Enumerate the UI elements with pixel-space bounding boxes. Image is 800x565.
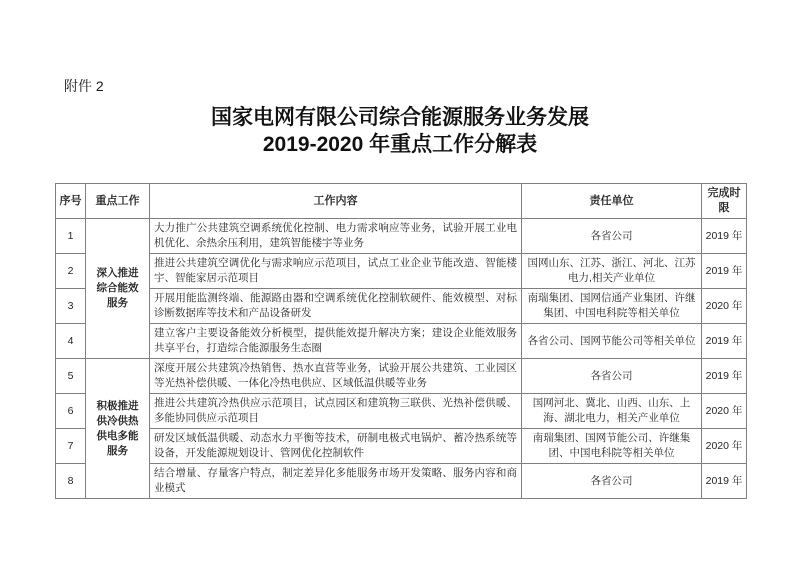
table-row [56, 219, 747, 254]
deadline: 2019 年 [702, 324, 747, 359]
responsible-unit: 各省公司、国网节能公司等相关单位 [522, 324, 702, 359]
row-number: 5 [56, 359, 86, 394]
header-serial-number: 序号 [56, 184, 86, 219]
work-content: 推进公共建筑冷热供应示范项目，试点园区和建筑物三联供、光热补偿供暖、多能协同供应示范项目 [150, 394, 522, 429]
work-content: 推进公共建筑空调优化与需求响应示范项目，试点工业企业节能改造、智能楼宇、智能家居示范项目 [150, 254, 522, 289]
document-title [0, 104, 800, 158]
title-line-1: 国家电网有限公司综合能源服务业务发展 [211, 106, 589, 129]
header-key-work: 重点工作 [86, 184, 150, 219]
work-content: 建立客户主要设备能效分析模型，提供能效提升解决方案；建设企业能效服务共享平台，打造综合能源服务生态圈 [150, 324, 522, 359]
responsible-unit: 国网山东、江苏、浙江、河北、江苏电力,相关产业单位 [522, 254, 702, 289]
table-row [56, 324, 747, 359]
deadline: 2020 年 [702, 289, 747, 324]
table-header-row [56, 184, 747, 219]
header-deadline: 完成时限 [702, 184, 747, 219]
deadline: 2019 年 [702, 254, 747, 289]
responsible-unit: 各省公司 [522, 359, 702, 394]
deadline: 2020 年 [702, 394, 747, 429]
header-responsible-unit: 责任单位 [522, 184, 702, 219]
row-number: 7 [56, 429, 86, 464]
work-content: 开展用能监测终端、能源路由器和空调系统优化控制软硬件、能效模型、对标诊断数据库等技术和产品设备研发 [150, 289, 522, 324]
table-row [56, 359, 747, 394]
table-row [56, 289, 747, 324]
responsible-unit: 南瑞集团、国网信通产业集团、许继集团、中国电科院等相关单位 [522, 289, 702, 324]
responsible-unit: 国网河北、冀北、山西、山东、上海、湖北电力，相关产业单位 [522, 394, 702, 429]
deadline: 2020 年 [702, 429, 747, 464]
title-line-2: 2019-2020 年重点工作分解表 [262, 133, 538, 156]
row-number: 6 [56, 394, 86, 429]
deadline: 2019 年 [702, 464, 747, 499]
responsible-unit: 南瑞集团、国网节能公司、许继集团、中国电科院等相关单位 [522, 429, 702, 464]
table-row [56, 429, 747, 464]
row-number: 4 [56, 324, 86, 359]
row-number: 3 [56, 289, 86, 324]
work-content: 研发区域低温供暖、动态水力平衡等技术，研制电极式电锅炉、蓄冷热系统等设备，开发能源规划设计、管网优化控制软件 [150, 429, 522, 464]
table-row [56, 394, 747, 429]
row-number: 8 [56, 464, 86, 499]
attachment-label: 附件 2 [64, 78, 104, 94]
group-label-comprehensive-efficiency: 深入推进综合能效服务 [86, 219, 150, 359]
table-row [56, 464, 747, 499]
responsible-unit: 各省公司 [522, 464, 702, 499]
row-number: 2 [56, 254, 86, 289]
work-content: 大力推广公共建筑空调系统优化控制、电力需求响应等业务，试验开展工业电机优化、余热余压利用，建筑智能楼宇等业务 [150, 219, 522, 254]
key-work-breakdown-table [55, 183, 747, 499]
table-row [56, 254, 747, 289]
deadline: 2019 年 [702, 359, 747, 394]
group-label-multi-energy-service: 积极推进供冷供热供电多能服务 [86, 359, 150, 499]
deadline: 2019 年 [702, 219, 747, 254]
row-number: 1 [56, 219, 86, 254]
header-work-content: 工作内容 [150, 184, 522, 219]
work-content: 深度开展公共建筑冷热销售、热水直营等业务，试验开展公共建筑、工业园区等光热补偿供暖、一体化冷热电供应、区域低温供暖等业务 [150, 359, 522, 394]
responsible-unit: 各省公司 [522, 219, 702, 254]
work-content: 结合增量、存量客户特点，制定差异化多能服务市场开发策略、服务内容和商业模式 [150, 464, 522, 499]
